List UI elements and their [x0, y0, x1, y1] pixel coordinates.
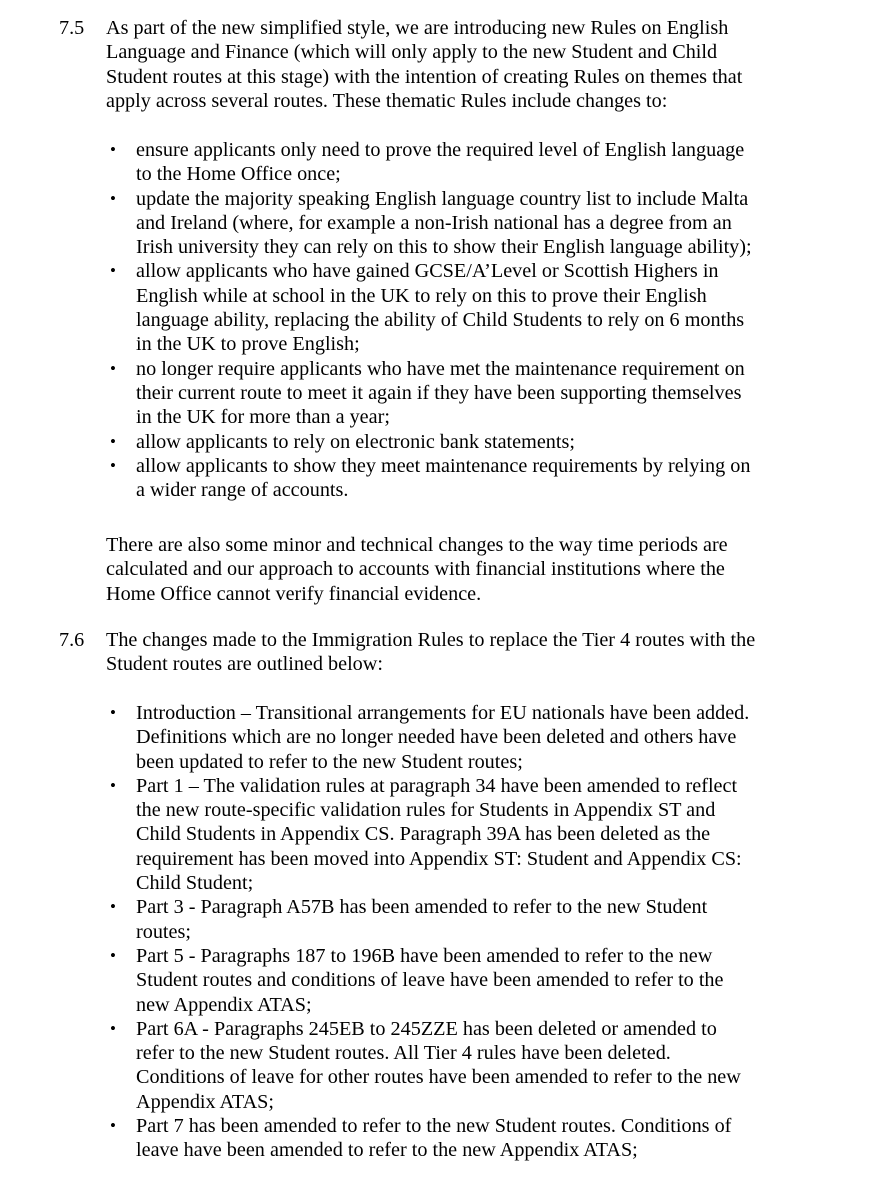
list-item	[106, 259, 806, 356]
list-item	[106, 701, 806, 774]
closing-paragraph	[106, 533, 796, 606]
bullet-icon: •	[110, 775, 116, 795]
bullet-list	[106, 701, 806, 1163]
bullet-icon: •	[110, 431, 116, 451]
list-item-line: Part 6A - Paragraphs 245EB to 245ZZE has been deleted or amended to	[136, 1017, 717, 1040]
paragraph-line: apply across several routes. These thematic Rules include changes to:	[106, 89, 668, 112]
list-item	[106, 138, 806, 187]
paragraph-line: There are also some minor and technical changes to the way time periods are	[106, 534, 728, 556]
bullet-icon: •	[110, 358, 116, 378]
bullet-icon: •	[110, 1018, 116, 1038]
bullet-icon: •	[110, 1116, 116, 1136]
list-item-line: Conditions of leave for other routes have been amended to refer to the new	[136, 1066, 741, 1089]
paragraph-line: Language and Finance (which will only apply to the new Student and Child	[106, 41, 718, 64]
list-item-line: their current route to meet it again if they have been supporting themselves	[136, 381, 742, 404]
list-item-line: language ability, replacing the ability of Child Students to rely on 6 months	[136, 309, 745, 332]
list-item	[106, 454, 806, 503]
list-item	[106, 1114, 806, 1163]
list-item-line: refer to the new Student routes. All Tier 4 rules have been deleted.	[136, 1042, 671, 1065]
section-number: 7.5	[59, 17, 85, 39]
bullet-icon: •	[110, 897, 116, 917]
section-intro-paragraph	[106, 16, 796, 113]
bullet-icon: •	[110, 261, 116, 281]
list-item	[106, 430, 806, 454]
paragraph-line: As part of the new simplified style, we are introducing new Rules on English	[106, 17, 729, 39]
list-item-line: ensure applicants only need to prove the required level of English language	[136, 139, 745, 161]
list-item-line: a wider range of accounts.	[136, 479, 349, 502]
paragraph-line: Student routes are outlined below:	[106, 653, 383, 676]
bullet-icon: •	[110, 455, 116, 475]
bullet-icon: •	[110, 188, 116, 208]
list-item-line: allow applicants to show they meet maintenance requirements by relying on	[136, 454, 751, 477]
list-item	[106, 774, 806, 895]
bullet-icon: •	[110, 140, 116, 159]
list-item-line: requirement has been moved into Appendix ST: Student and Appendix CS:	[136, 847, 742, 870]
list-item	[106, 1017, 806, 1114]
list-item-line: no longer require applicants who have met the maintenance requirement on	[136, 357, 745, 380]
list-item-line: Definitions which are no longer needed have been deleted and others have	[136, 726, 737, 749]
list-item-line: to the Home Office once;	[136, 163, 341, 186]
list-item	[106, 187, 806, 260]
section-number: 7.6	[59, 629, 85, 651]
list-item-line: in the UK to prove English;	[136, 333, 360, 356]
list-item-line: English while at school in the UK to rely on this to prove their English	[136, 284, 707, 307]
paragraph-line: calculated and our approach to accounts with financial institutions where the	[106, 558, 725, 581]
list-item-line: and Ireland (where, for example a non-Irish national has a degree from an	[136, 211, 732, 234]
list-item-line: Irish university they can rely on this to show their English language ability);	[136, 236, 752, 259]
paragraph-line: Home Office cannot verify financial evidence.	[106, 582, 482, 605]
list-item-line: Appendix ATAS;	[136, 1090, 275, 1113]
section-intro-paragraph	[106, 628, 796, 677]
list-item-line: routes;	[136, 920, 191, 943]
list-item	[106, 895, 806, 944]
list-item	[106, 357, 806, 430]
list-item-line: Child Student;	[136, 872, 254, 895]
paragraph-line: The changes made to the Immigration Rules to replace the Tier 4 routes with the	[106, 629, 756, 651]
bullet-icon: •	[110, 945, 116, 965]
list-item-line: allow applicants who have gained GCSE/A’Level or Scottish Highers in	[136, 260, 719, 283]
list-item-line: leave have been amended to refer to the new Appendix ATAS;	[136, 1139, 638, 1162]
list-item-line: Introduction – Transitional arrangements for EU nationals have been added.	[136, 702, 750, 724]
list-item-line: update the majority speaking English language country list to include Malta	[136, 187, 749, 210]
list-item-line: Part 3 - Paragraph A57B has been amended to refer to the new Student	[136, 896, 708, 919]
list-item-line: Part 7 has been amended to refer to the new Student routes. Conditions of	[136, 1115, 732, 1138]
bullet-icon: •	[110, 703, 116, 722]
list-item-line: been updated to refer to the new Student routes;	[136, 750, 523, 773]
list-item-line: Student routes and conditions of leave have been amended to refer to the	[136, 969, 724, 992]
list-item	[106, 944, 806, 1017]
list-item-line: Part 5 - Paragraphs 187 to 196B have been amended to refer to the new	[136, 944, 713, 967]
list-item-line: in the UK for more than a year;	[136, 406, 390, 429]
paragraph-line: Student routes at this stage) with the intention of creating Rules on themes that	[106, 65, 743, 88]
bullet-list	[106, 138, 806, 502]
list-item-line: allow applicants to rely on electronic bank statements;	[136, 430, 575, 453]
list-item-line: Child Students in Appendix CS. Paragraph 39A has been deleted as the	[136, 823, 711, 846]
list-item-line: Part 1 – The validation rules at paragraph 34 have been amended to reflect	[136, 774, 738, 797]
list-item-line: new Appendix ATAS;	[136, 993, 312, 1016]
list-item-line: the new route-specific validation rules for Students in Appendix ST and	[136, 799, 716, 822]
